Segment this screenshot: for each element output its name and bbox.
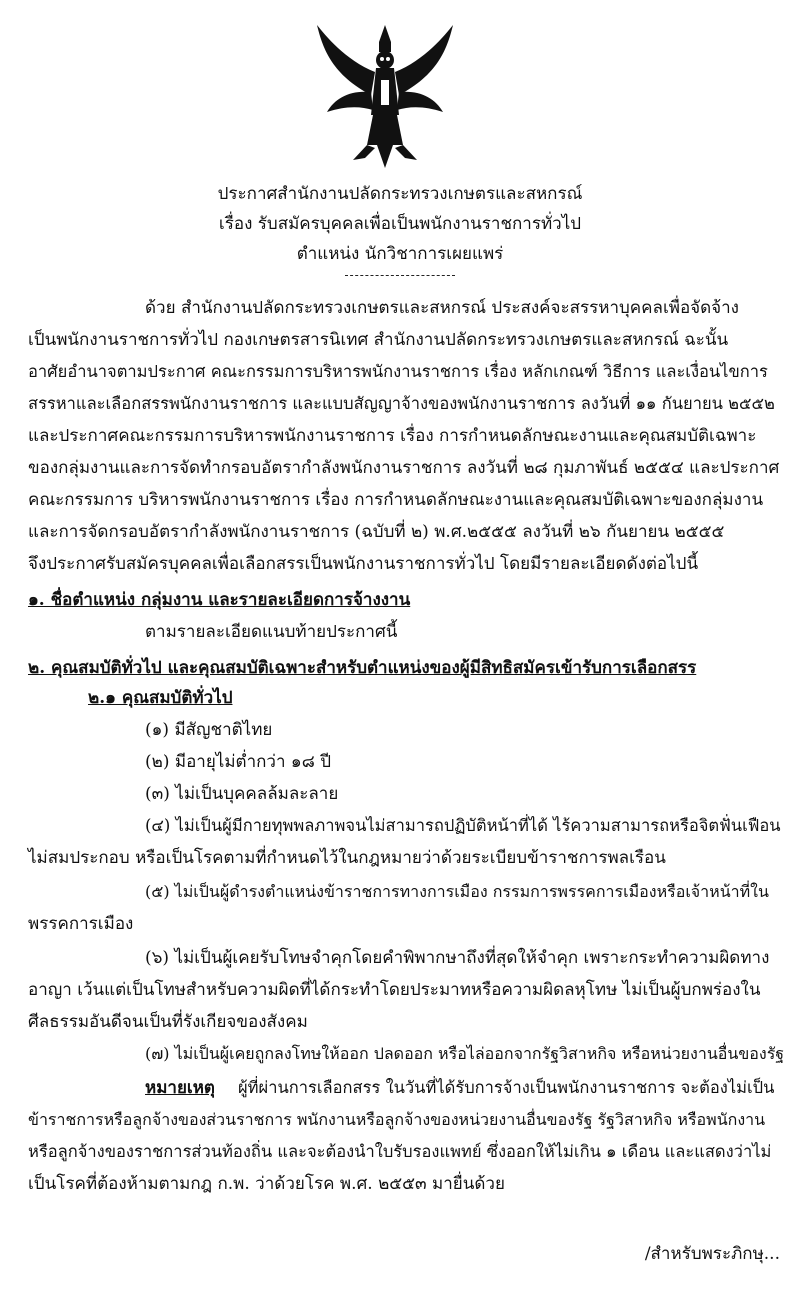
qualification-item: อาญา เว้นแต่เป็นโทษสำหรับความผิดที่ได้กระทำโดยประมาทหรือความผิดลหุโทษ ไม่เป็นผู้บกพร่องใน [28,980,761,1000]
note-label: หมายเหตุ [145,1078,215,1098]
qualification-item: พรรคการเมือง [28,914,134,934]
qualification-item: (๒) มีอายุไม่ต่ำกว่า ๑๘ ปี [145,752,332,772]
note-line: เป็นโรคที่ต้องห้ามตามกฎ ก.พ. ว่าด้วยโรค พ.ศ. ๒๕๕๓ มายื่นด้วย [28,1174,505,1194]
intro-line: สรรหาและเลือกสรรพนักงานราชการ และแบบสัญญาจ้างของพนักงานราชการ ลงวันที่ ๑๑ กันยายน ๒๕๕๒ [28,394,775,413]
note-line: หรือลูกจ้างของราชการส่วนท้องถิ่น และจะต้องนำใบรับรองแพทย์ ซึ่งออกให้ไม่เกิน ๑ เดือน และแสดงว่าไม่ [28,1142,772,1161]
title-divider [345,275,455,276]
qualification-item: (๑) มีสัญชาติไทย [145,720,273,740]
intro-line: ด้วย สำนักงานปลัดกระทรวงเกษตรและสหกรณ์ ประสงค์จะสรรหาบุคคลเพื่อจัดจ้าง [145,298,739,318]
garuda-emblem-icon [305,20,465,170]
continuation-note: /สำหรับพระภิกษุ... [644,1244,780,1264]
qualification-item: (๕) ไม่เป็นผู้ดำรงตำแหน่งข้าราชการทางการเมือง กรรมการพรรคการเมืองหรือเจ้าหน้าที่ใน [145,882,769,901]
qualification-item: (๔) ไม่เป็นผู้มีกายทุพพลภาพจนไม่สามารถปฏิบัติหน้าที่ได้ ไร้ความสามารถหรือจิตฟั่นเฟือน [145,816,781,835]
qualification-item: (๖) ไม่เป็นผู้เคยรับโทษจำคุกโดยคำพิพากษาถึงที่สุดให้จำคุก เพราะกระทำความผิดทาง [145,948,770,968]
section-1-heading: ๑. ชื่อตำแหน่ง กลุ่มงาน และรายละเอียดการจ้างงาน [28,590,411,610]
qualification-item: (๗) ไม่เป็นผู้เคยถูกลงโทษให้ออก ปลดออก หรือไล่ออกจากรัฐวิสาหกิจ หรือหน่วยงานอื่นของรัฐ [145,1044,785,1063]
section-2-1-heading: ๒.๑ คุณสมบัติทั่วไป [88,688,233,708]
intro-line: จึงประกาศรับสมัครบุคคลเพื่อเลือกสรรเป็นพนักงานราชการทั่วไป โดยมีรายละเอียดดังต่อไปนี้ [28,554,699,574]
position-title: ตำแหน่ง นักวิชาการเผยแพร่ [296,244,504,264]
qualification-item: (๓) ไม่เป็นบุคคลล้มละลาย [145,784,339,804]
section-1-detail: ตามรายละเอียดแนบท้ายประกาศนี้ [145,622,398,642]
announcement-subject: เรื่อง รับสมัครบุคคลเพื่อเป็นพนักงานราชการทั่วไป [218,214,582,234]
section-2-heading: ๒. คุณสมบัติทั่วไป และคุณสมบัติเฉพาะสำหรับตำแหน่งของผู้มีสิทธิสมัครเข้ารับการเลือกสรร [28,658,697,678]
note-line: ข้าราชการหรือลูกจ้างของส่วนราชการ พนักงานหรือลูกจ้างของหน่วยงานอื่นของรัฐ รัฐวิสาหกิจ หรือพนักงาน [28,1110,766,1129]
intro-line: และประกาศคณะกรรมการบริหารพนักงานราชการ เรื่อง การกำหนดลักษณะงานและคุณสมบัติเฉพาะ [28,426,757,446]
intro-line: ของกลุ่มงานและการจัดทำกรอบอัตรากำลังพนักงานราชการ ลงวันที่ ๒๘ กุมภาพันธ์ ๒๕๕๔ และประกาศ [28,458,780,478]
intro-line: เป็นพนักงานราชการทั่วไป กองเกษตรสารนิเทศ สำนักงานปลัดกระทรวงเกษตรและสหกรณ์ ฉะนั้น [28,330,729,350]
qualification-item: ศีลธรรมอันดีจนเป็นที่รังเกียจของสังคม [28,1012,308,1032]
intro-line: คณะกรรมการ บริหารพนักงานราชการ เรื่อง การกำหนดลักษณะงานและคุณสมบัติเฉพาะของกลุ่มงาน [28,490,764,510]
qualification-item: ไม่สมประกอบ หรือเป็นโรคตามที่กำหนดไว้ในกฎหมายว่าด้วยระเบียบข้าราชการพลเรือน [28,848,666,868]
announcement-title: ประกาศสำนักงานปลัดกระทรวงเกษตรและสหกรณ์ [217,184,583,204]
intro-line: และการจัดกรอบอัตรากำลังพนักงานราชการ (ฉบับที่ ๒) พ.ศ.๒๕๕๕ ลงวันที่ ๒๖ กันยายน ๒๕๕๕ [28,522,725,542]
note-line: ผู้ที่ผ่านการเลือกสรร ในวันที่ได้รับการจ้างเป็นพนักงานราชการ จะต้องไม่เป็น [238,1078,775,1097]
intro-line: อาศัยอำนาจตามประกาศ คณะกรรมการบริหารพนักงานราชการ เรื่อง หลักเกณฑ์ วิธีการ และเงื่อนไขการ [28,362,768,381]
